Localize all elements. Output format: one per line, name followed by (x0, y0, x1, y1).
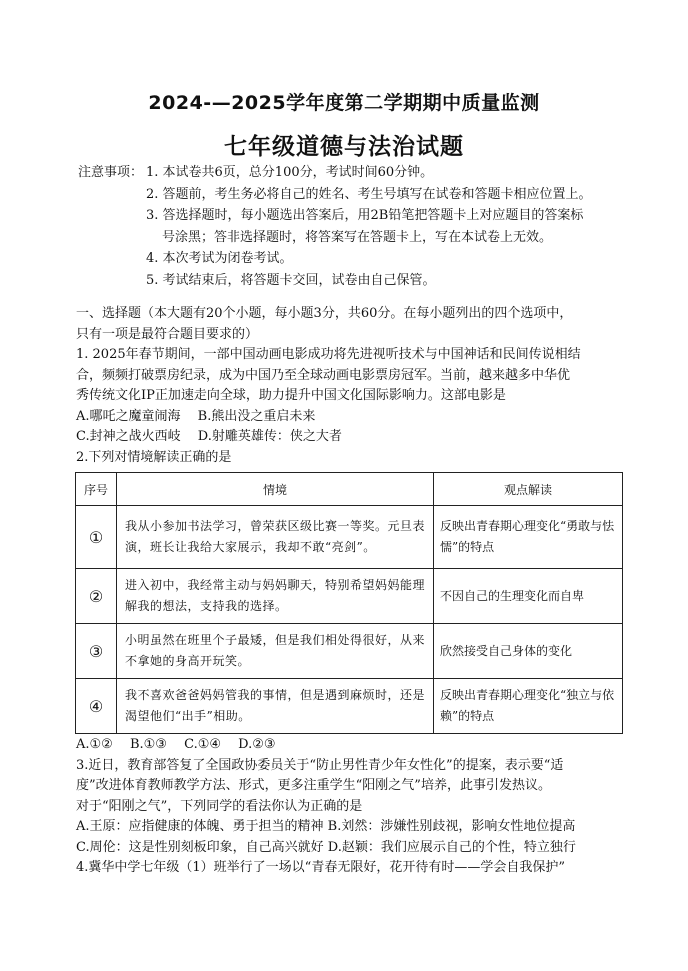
section-continued (76, 735, 616, 879)
question-1-options: A.哪吒之魔童闹海 B.熊出没之重启未来 (76, 408, 316, 424)
view-text: 反映出青春期心理变化“勇敢与怯懦”的特点 (434, 506, 623, 569)
row-number: ④ (76, 679, 117, 734)
table-row (76, 506, 623, 569)
situation-text: 进入初中，我经常主动与妈妈聊天，特别希望妈妈能理解我的想法，支持我的选择。 (117, 569, 434, 624)
notice-item: 3. 答选择题时，每小题选出答案后，用2B铅笔把答题卡上对应题目的答案标 (146, 208, 584, 223)
notice-item: 2. 答题前，考生务必将自己的姓名、考生号填写在试卷和答题卡相应位置上。 (146, 186, 592, 202)
question-2-stem: 2.下列对情境解读正确的是 (76, 449, 232, 465)
question-3-options: C.周伦：这是性别刻板印象，自己高兴就好 D.赵颖：我们应展示自己的个性，特立独行 (76, 839, 576, 855)
section-instruction: 一、选择题（本大题有20个小题，每小题3分，共60分。在每小题列出的四个选项中， (76, 306, 573, 321)
question-3-stem: 度”改进体育教师教学方法、形式，更多注重学生“阳刚之气”培养，此事引发热议。 (76, 778, 551, 793)
question-1-stem: 秀传统文化IP正加速走向全球，助力提升中国文化国际影响力。这部电影是 (76, 388, 506, 403)
notice-item: 4. 本次考试为闭卷考试。 (146, 251, 293, 266)
exam-subtitle: 七年级道德与法治试题 (224, 134, 464, 160)
table-row (76, 624, 623, 679)
exam-title: 2024-—2025学年度第二学期期中质量监测 (148, 92, 540, 114)
question-1-stem: 1. 2025年春节期间，一部中国动画电影成功将先进视听技术与中国神话和民间传说相结 (76, 347, 581, 362)
situation-text: 我不喜欢爸爸妈妈管我的事情，但是遇到麻烦时，还是渴望他们“出手”相助。 (117, 679, 434, 734)
notice-item: 1. 本试卷共6页，总分100分，考试时间60分钟。 (146, 165, 434, 180)
table-header: 情境 (117, 473, 434, 506)
table-header: 观点解读 (434, 473, 623, 506)
question-3-stem: 3.近日，教育部答复了全国政协委员关于“防止男性青少年女性化”的提案，表示要“适 (76, 757, 564, 773)
table-header: 序号 (76, 473, 117, 506)
situation-table (75, 472, 623, 734)
section-choice (76, 304, 616, 468)
row-number: ② (76, 569, 117, 624)
row-number: ③ (76, 624, 117, 679)
table-row (76, 679, 623, 734)
situation-text: 小明虽然在班里个子最矮，但是我们相处得很好，从来不拿她的身高开玩笑。 (117, 624, 434, 679)
question-2-options: A.①② B.①③ C.①④ D.②③ (76, 737, 276, 752)
notice-heading: 注意事项： (78, 165, 144, 180)
question-4-stem: 4.冀华中学七年级（1）班举行了一场以“青春无限好，花开待有时——学会自我保护” (76, 860, 565, 875)
table-row (76, 569, 623, 624)
question-1-options: C.封神之战火西岐 D.射雕英雄传：侠之大者 (76, 429, 342, 444)
section-instruction: 只有一项是最符合题目要求的） (76, 326, 259, 342)
question-3-options: A.王原：应指健康的体魄、勇于担当的精神 B.刘然：涉嫌性别歧视，影响女性地位提高 (76, 819, 576, 834)
view-text: 欣然接受自己身体的变化 (434, 624, 623, 679)
view-text: 不因自己的生理变化而自卑 (434, 569, 623, 624)
notice-item: 5. 考试结束后，将答题卡交回，试卷由自己保管。 (146, 272, 436, 288)
situation-text: 我从小参加书法学习，曾荣获区级比赛一等奖。元旦表演，班长让我给大家展示，我却不敢“亮剑”。 (117, 506, 434, 569)
notice-item: 号涂黑；答非选择题时，将答案写在答题卡上，写在本试卷上无效。 (162, 229, 553, 245)
question-3-stem: 对于“阳刚之气”，下列同学的看法你认为正确的是 (76, 798, 363, 814)
question-1-stem: 合，频频打破票房纪录，成为中国乃至全球动画电影票房冠军。当前，越来越多中华优 (76, 367, 571, 383)
view-text: 反映出青春期心理变化“独立与依赖”的特点 (434, 679, 623, 734)
row-number: ① (76, 506, 117, 569)
notice-block (78, 162, 638, 291)
